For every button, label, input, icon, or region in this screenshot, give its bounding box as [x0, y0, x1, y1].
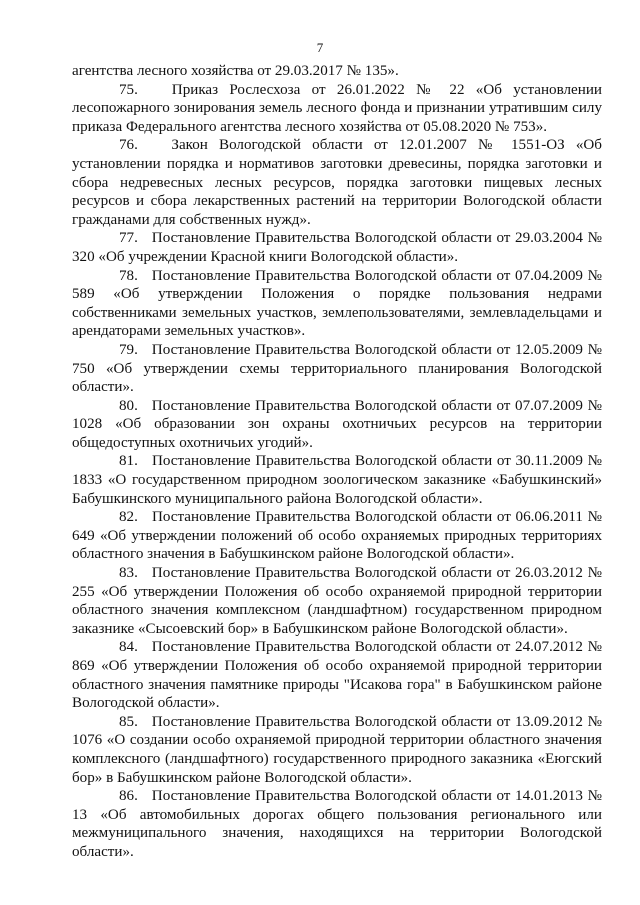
- list-item-78: 78. Постановление Правительства Вологодской области от 07.04.2009 № 589 «Об утверждении Положения о порядке пользования недрами собственниками земельных участков, землепользователями, землевладельцами и арендаторами земельных участков».: [72, 267, 602, 340]
- paragraph-continuation: агентства лесного хозяйства от 29.03.2017 № 135».: [72, 63, 399, 79]
- list-item-82: 82. Постановление Правительства Вологодской области от 06.06.2011 № 649 «Об утверждении положений об особо охраняемых природных территориях областного значения в Бабушкинском районе Вологодской области».: [72, 509, 602, 563]
- list-item-86: 86. Постановление Правительства Вологодской области от 14.01.2013 № 13 «Об автомобильных дорогах общего пользования регионального или межмуниципального значения, находящихся на территории Вологодской области».: [72, 788, 602, 860]
- page-number: 7: [316, 40, 324, 55]
- list-item-76: 76. Закон Вологодской области от 12.01.2007 № 1551-ОЗ «Об установлении порядка и нормативов заготовки древесины, порядка заготовки и сбора недревесных лесных ресурсов, порядка заготовки пищевых лесных ресурсов и сбора лекарственных растений на территории Вологодской области гражданами для собственных нужд».: [72, 137, 602, 228]
- list-item-85: 85. Постановление Правительства Вологодской области от 13.09.2012 № 1076 «О создании особо охраняемой природной территории областного значения комплексного (ландшафтного) государственного природного заказника «Еюгский бор» в Бабушкинском районе Вологодской области».: [72, 713, 602, 786]
- list-item-80: 80. Постановление Правительства Вологодской области от 07.07.2009 № 1028 «Об образовании зон охраны охотничьих ресурсов на территории общедоступных охотничьих угодий».: [72, 397, 602, 451]
- list-item-83: 83. Постановление Правительства Вологодской области от 26.03.2012 № 255 «Об утверждении Положения об особо охраняемой природной территории областного значения комплексном (ландшафтном) государственном природном заказнике «Сысоевский бор» в Бабушкинском районе Вологодской области».: [72, 565, 602, 637]
- list-item-75: 75. Приказ Рослесхоза от 26.01.2022 № 22 «Об установлении лесопожарного зонирования земель лесного фонда и признании утратившим силу приказа Федерального агентства лесного хозяйства от 05.08.2020 № 753».: [72, 81, 602, 135]
- list-item-84: 84. Постановление Правительства Вологодской области от 24.07.2012 № 869 «Об утверждении Положения об особо охраняемой природной территории областного значения памятнике природы "Исакова гора" в Бабушкинском районе Вологодской области».: [72, 639, 602, 712]
- list-item-81: 81. Постановление Правительства Вологодской области от 30.11.2009 № 1833 «О государственном природном зоологическом заказнике «Бабушкинский» Бабушкинского муниципального района Вологодской области».: [72, 453, 602, 507]
- list-item-77: 77. Постановление Правительства Вологодской области от 29.03.2004 № 320 «Об учреждении Красной книги Вологодской области».: [72, 230, 602, 265]
- list-item-79: 79. Постановление Правительства Вологодской области от 12.05.2009 № 750 «Об утверждении схемы территориального планирования Вологодской области».: [72, 341, 602, 396]
- document-body: [72, 62, 602, 862]
